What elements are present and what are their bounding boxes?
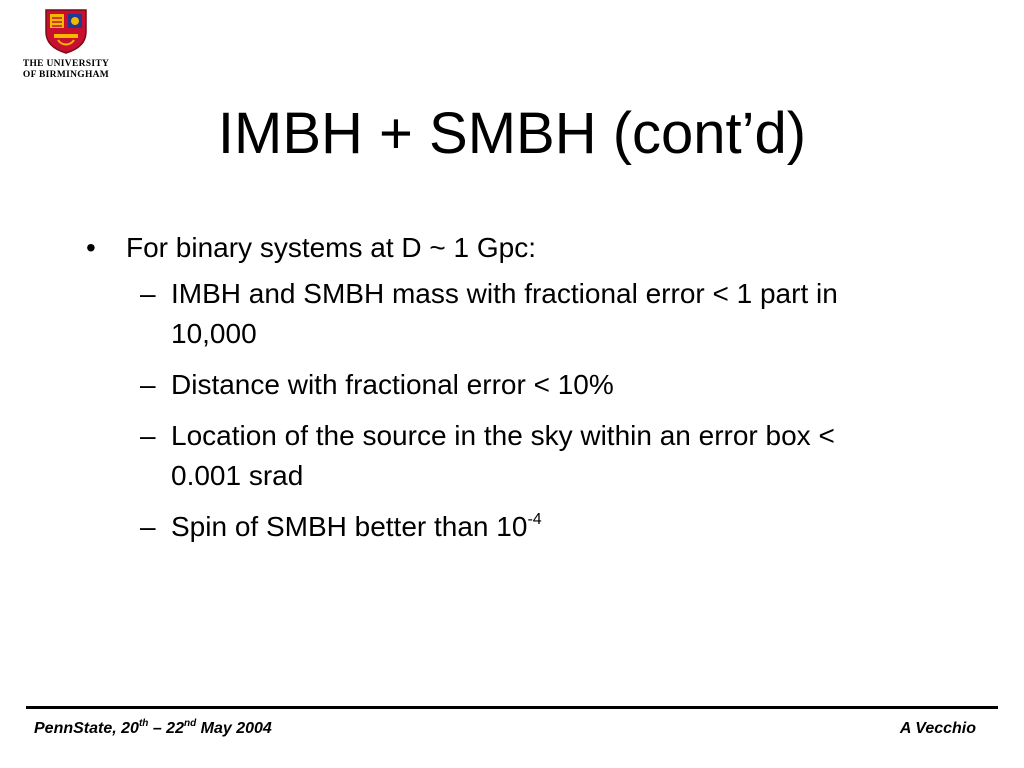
exponent: -4 (527, 511, 542, 528)
footer-event-mid: – 22 (148, 720, 184, 737)
dash-marker: – (140, 369, 156, 400)
university-logo (10, 8, 122, 81)
footer-ordinal-2: nd (183, 718, 197, 729)
slide-title: IMBH + SMBH (cont’d) (217, 101, 807, 166)
sub-bullet-item (0, 365, 896, 405)
dash-marker: – (140, 278, 156, 309)
sub-bullet-text: Location of the source in the sky within an error box < 0.001 srad (171, 420, 835, 491)
sub-bullet-text: IMBH and SMBH mass with fractional error < 1 part in 10,000 (171, 278, 838, 349)
footer-event-prefix: PennState, 20 (34, 720, 139, 737)
bullet-marker: • (86, 232, 96, 263)
sub-bullet-item (0, 416, 896, 496)
bullet-item (0, 228, 1024, 268)
sub-bullet-item (0, 274, 896, 354)
sub-bullet-text: Spin of SMBH better than 10 (171, 511, 528, 542)
logo-line-2: OF BIRMINGHAM (22, 70, 110, 80)
dash-marker: – (140, 511, 156, 542)
bullet-text: For binary systems at D ~ 1 Gpc: (126, 232, 537, 263)
footer-ordinal-1: th (138, 718, 149, 729)
university-crest-icon (44, 8, 88, 54)
sub-bullet-item (0, 507, 896, 547)
bullet-list (0, 228, 1024, 558)
dash-marker: – (140, 420, 156, 451)
logo-line-1: THE UNIVERSITY (22, 59, 110, 69)
footer-event (34, 718, 272, 740)
footer-author: A Vecchio (899, 720, 976, 737)
footer-event-suffix: May 2004 (196, 720, 272, 737)
footer-divider (26, 706, 998, 709)
sub-bullet-text: Distance with fractional error < 10% (171, 369, 614, 400)
